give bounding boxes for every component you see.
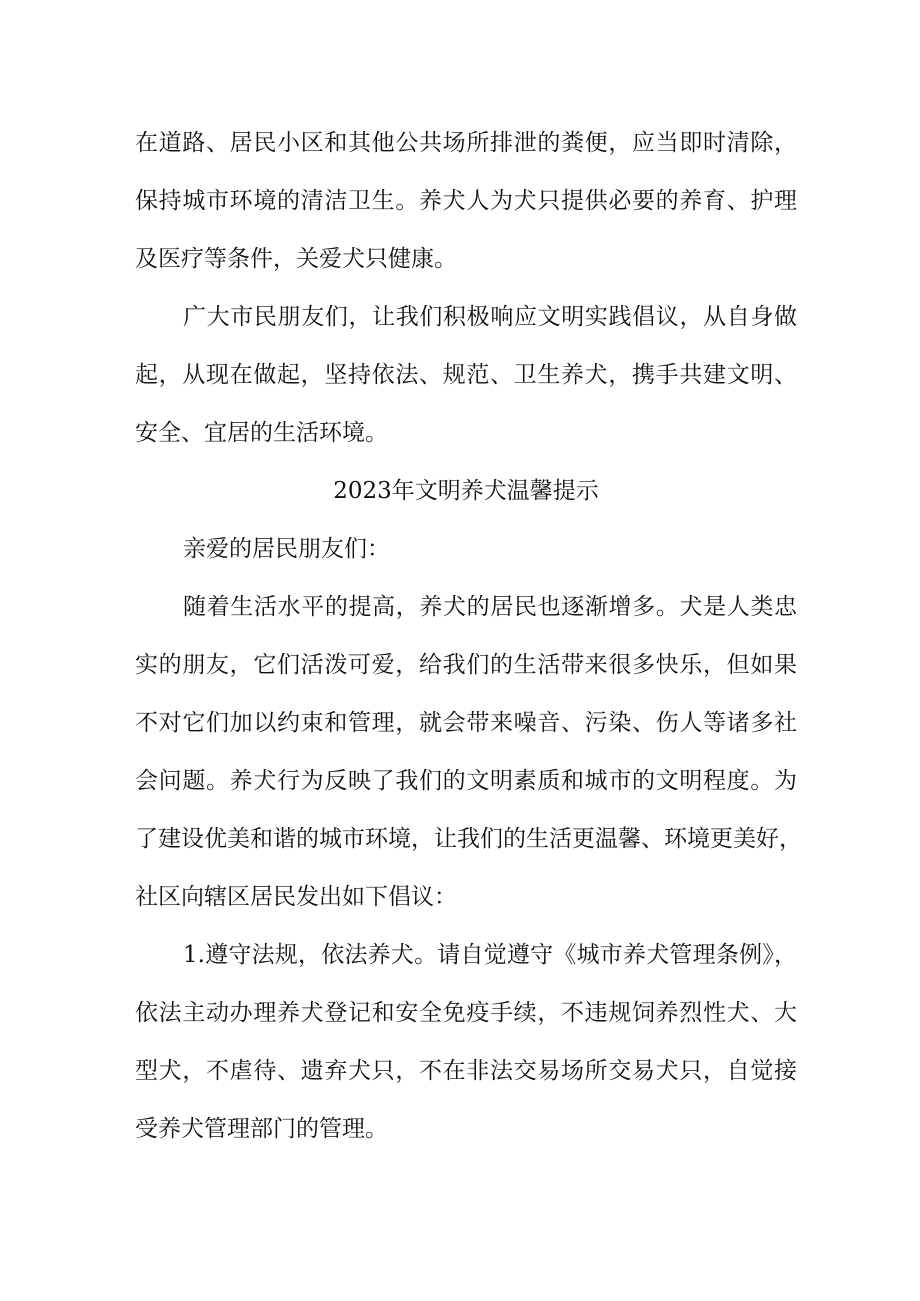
text-line: 依法主动办理养犬登记和安全免疫手续，不违规饲养烈性犬、大 — [135, 1000, 797, 1026]
text-line: 实的朋友，它们活泼可爱，给我们的生活带来很多快乐，但如果 — [135, 652, 797, 678]
paragraph-continuation — [135, 128, 797, 274]
text-line: 在道路、居民小区和其他公共场所排泄的粪便，应当即时清除， — [135, 130, 797, 156]
section-heading: 2023年文明养犬温馨提示 — [333, 478, 599, 504]
paragraph-item-1 — [135, 940, 797, 1144]
text-line: 社区向辖区居民发出如下倡议： — [135, 884, 457, 910]
text-line: 1.遵守法规，依法养犬。请自觉遵守《城市养犬管理条例》， — [183, 942, 797, 968]
text-line: 安全、宜居的生活环境。 — [135, 420, 388, 446]
text-line: 受养犬管理部门的管理。 — [135, 1116, 388, 1142]
text-line: 及医疗等条件，关爱犬只健康。 — [135, 246, 457, 272]
text-line: 型犬，不虐待、遗弃犬只，不在非法交易场所交易犬只，自觉接 — [135, 1058, 797, 1084]
document-body — [135, 128, 802, 1144]
text-line: 会问题。养犬行为反映了我们的文明素质和城市的文明程度。为 — [135, 768, 797, 794]
paragraph-intro — [135, 592, 802, 912]
text-line: 广大市民朋友们，让我们积极响应文明实践倡议，从自身做 — [183, 304, 797, 330]
text-line: 起，从现在做起，坚持依法、规范、卫生养犬，携手共建文明、 — [135, 362, 797, 388]
text-line: 随着生活水平的提高，养犬的居民也逐渐增多。犬是人类忠 — [183, 594, 797, 620]
text-line: 不对它们加以约束和管理，就会带来噪音、污染、伤人等诸多社 — [135, 710, 797, 736]
paragraph-appeal — [135, 302, 797, 448]
salutation: 亲爱的居民朋友们： — [183, 536, 390, 562]
text-line: 了建设优美和谐的城市环境，让我们的生活更温馨、环境更美好， — [135, 826, 802, 852]
text-line: 保持城市环境的清洁卫生。养犬人为犬只提供必要的养育、护理 — [135, 188, 797, 214]
